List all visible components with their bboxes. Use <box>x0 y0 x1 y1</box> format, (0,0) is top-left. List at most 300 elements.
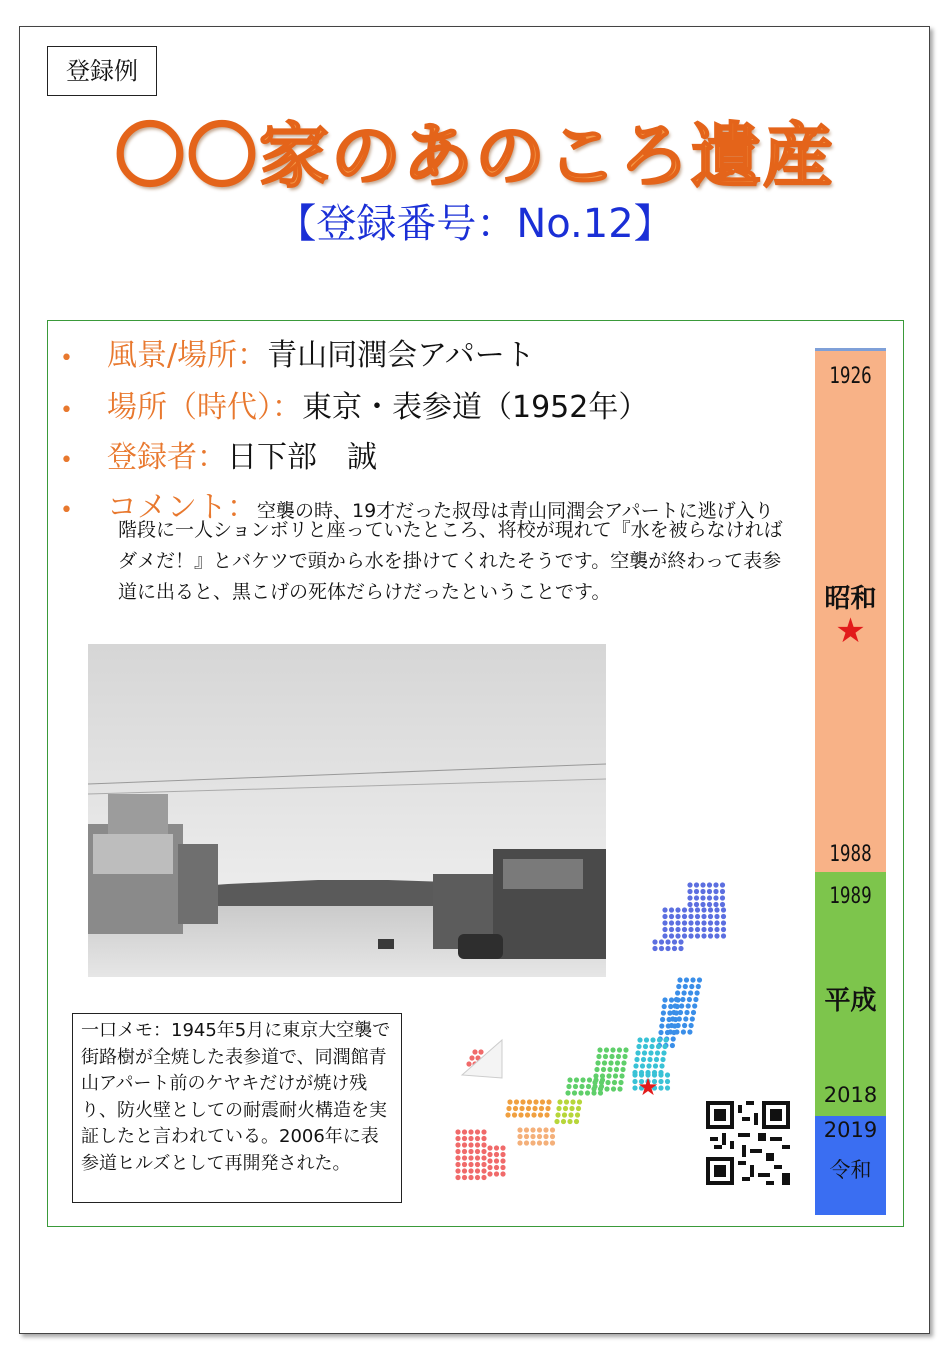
map-dot <box>500 1145 505 1150</box>
map-dot <box>675 914 680 919</box>
map-dot <box>708 907 713 912</box>
map-dot <box>659 1063 664 1068</box>
map-dot <box>621 1060 626 1065</box>
map-dot <box>635 1050 640 1055</box>
map-dot <box>641 1057 646 1062</box>
map-dot <box>667 1017 672 1022</box>
map-dot <box>527 1099 532 1104</box>
map-dot <box>708 927 713 932</box>
map-dot <box>565 1090 570 1095</box>
map-dot <box>687 1029 692 1034</box>
map-dot <box>518 1112 523 1117</box>
map-dot <box>700 889 705 894</box>
map-dot <box>701 927 706 932</box>
map-dot <box>650 1037 655 1042</box>
map-dot <box>595 1060 600 1065</box>
map-dot <box>557 1099 562 1104</box>
map-dot <box>688 907 693 912</box>
map-dot <box>475 1142 480 1147</box>
map-dot <box>669 933 674 938</box>
map-dot <box>591 1090 596 1095</box>
example-tag: 登録例 <box>47 46 157 96</box>
bullet: • <box>60 448 73 473</box>
map-dot <box>662 933 667 938</box>
map-dot <box>682 990 687 995</box>
map-dot <box>543 1134 548 1139</box>
qr-code-icon[interactable] <box>706 1101 790 1185</box>
map-dot <box>720 882 725 887</box>
comment-text: 階段に一人ションボリと座っていたところ、将校が現れて『水を被らなければダメだ！』とバケツで頭から水を掛けてくれたそうです。空襲が終わって表参道に出ると、黒こげの死体だらけだったということです。 <box>118 519 783 603</box>
map-dot <box>455 1175 460 1180</box>
map-dot <box>682 907 687 912</box>
map-dot <box>531 1112 536 1117</box>
map-dot <box>662 1044 667 1049</box>
map-dot <box>524 1127 529 1132</box>
map-dot <box>468 1168 473 1173</box>
map-dot <box>649 1044 654 1049</box>
map-dot <box>537 1134 542 1139</box>
map-dot <box>675 927 680 932</box>
map-dot <box>481 1175 486 1180</box>
map-dot <box>475 1175 480 1180</box>
map-dot <box>592 1084 597 1089</box>
map-dot <box>676 984 681 989</box>
map-dot <box>687 902 692 907</box>
map-dot <box>575 1112 580 1117</box>
map-dot <box>701 907 706 912</box>
item-era <box>60 382 648 426</box>
memo-box: 一口メモ：1945年5月に東京大空襲で街路樹が全焼した表参道で、同潤館青山アパート前のケヤキだけが焼け残り、防火壁としての耐震耐火構造を実証したと言われている。2006年に表参道ヒルズとして再開発された。 <box>72 1013 402 1203</box>
map-dot <box>680 997 685 1002</box>
map-dot <box>672 939 677 944</box>
map-dot <box>602 1060 607 1065</box>
era-marker-star-icon: ★ <box>835 611 866 651</box>
map-dot <box>681 1029 686 1034</box>
showa-end-year: 1988 <box>829 842 872 867</box>
map-dot <box>532 1106 537 1111</box>
map-dot <box>619 1073 624 1078</box>
map-dot <box>708 914 713 919</box>
map-dot <box>487 1145 492 1150</box>
showa-start-year: 1926 <box>829 364 872 389</box>
map-dot <box>586 1084 591 1089</box>
map-dot <box>605 1080 610 1085</box>
map-dot <box>675 907 680 912</box>
map-dot <box>684 977 689 982</box>
map-dot <box>603 1054 608 1059</box>
map-dot <box>568 1112 573 1117</box>
map-dot <box>543 1140 548 1145</box>
map-dot <box>671 1030 676 1035</box>
map-dot <box>689 1023 694 1028</box>
bullet: • <box>60 498 73 523</box>
map-dot <box>462 1129 467 1134</box>
map-dot <box>468 1149 473 1154</box>
map-dot <box>564 1099 569 1104</box>
map-dot <box>519 1106 524 1111</box>
map-dot <box>640 1063 645 1068</box>
map-dot <box>475 1168 480 1173</box>
map-dot <box>658 1030 663 1035</box>
map-dot <box>687 882 692 887</box>
map-dot <box>720 895 725 900</box>
map-dot <box>688 920 693 925</box>
map-dot <box>667 1010 672 1015</box>
map-dot <box>675 997 680 1002</box>
map-dot <box>695 990 700 995</box>
map-dot <box>687 889 692 894</box>
item-value: 東京・表参道（1952年） <box>302 390 649 425</box>
map-dot <box>670 1043 675 1048</box>
map-dot <box>462 1155 467 1160</box>
map-dot <box>648 1050 653 1055</box>
map-dot <box>695 907 700 912</box>
map-dot <box>517 1134 522 1139</box>
map-dot <box>462 1168 467 1173</box>
map-dot <box>606 1073 611 1078</box>
map-dot <box>660 1057 665 1062</box>
map-dot <box>693 997 698 1002</box>
map-dot <box>540 1099 545 1104</box>
map-dot <box>468 1162 473 1167</box>
map-dot <box>462 1175 467 1180</box>
map-dot <box>550 1127 555 1132</box>
map-dot <box>475 1155 480 1160</box>
map-dot <box>688 933 693 938</box>
map-dot <box>611 1086 616 1091</box>
map-dot <box>682 933 687 938</box>
map-dot <box>665 1030 670 1035</box>
map-dot <box>692 1003 697 1008</box>
map-dot <box>468 1129 473 1134</box>
reiwa-label: 令和 <box>829 1158 872 1182</box>
map-dot <box>608 1060 613 1065</box>
map-dot <box>688 914 693 919</box>
map-dot <box>695 914 700 919</box>
map-dot <box>566 1084 571 1089</box>
map-dot <box>672 1023 677 1028</box>
map-dot <box>500 1165 505 1170</box>
map-dot <box>478 1049 483 1054</box>
map-dot <box>544 1112 549 1117</box>
map-dot <box>481 1136 486 1141</box>
map-dot <box>481 1168 486 1173</box>
map-dot <box>694 889 699 894</box>
map-dot <box>530 1127 535 1132</box>
map-dot <box>567 1077 572 1082</box>
map-dot <box>669 997 674 1002</box>
map-dot <box>714 927 719 932</box>
map-dot <box>601 1067 606 1072</box>
map-dot <box>662 1004 667 1009</box>
map-dot <box>570 1099 575 1104</box>
map-dot <box>574 1119 579 1124</box>
map-dot <box>550 1134 555 1139</box>
map-dot <box>708 920 713 925</box>
map-dot <box>612 1080 617 1085</box>
map-dot <box>678 946 683 951</box>
map-dot <box>665 939 670 944</box>
map-dot <box>661 1050 666 1055</box>
map-dot <box>683 1016 688 1021</box>
map-dot <box>659 939 664 944</box>
map-dot <box>659 1023 664 1028</box>
map-dot <box>615 1060 620 1065</box>
heisei-label: 平成 <box>824 986 877 1016</box>
map-dot <box>701 920 706 925</box>
map-dot <box>585 1090 590 1095</box>
map-dot <box>721 907 726 912</box>
heisei-end-year: 2018 <box>823 1083 878 1107</box>
map-dot <box>675 933 680 938</box>
map-dot <box>687 997 692 1002</box>
map-dot <box>658 1072 663 1077</box>
map-dot <box>682 914 687 919</box>
map-dot <box>494 1145 499 1150</box>
map-dot <box>500 1158 505 1163</box>
map-dot <box>688 990 693 995</box>
map-dot <box>500 1171 505 1176</box>
map-dot <box>554 1119 559 1124</box>
map-dot <box>707 882 712 887</box>
map-dot <box>678 939 683 944</box>
page-title: 〇〇家のあのころ遺産 <box>115 115 835 197</box>
map-dot <box>658 1085 663 1090</box>
map-dot <box>562 1112 567 1117</box>
map-dot <box>618 1080 623 1085</box>
map-dot <box>537 1127 542 1132</box>
map-dot <box>637 1037 642 1042</box>
era-timeline <box>815 348 886 1215</box>
map-dot <box>567 1119 572 1124</box>
map-dot <box>714 920 719 925</box>
map-dot <box>577 1099 582 1104</box>
map-dot <box>462 1162 467 1167</box>
map-dot <box>481 1149 486 1154</box>
map-dot <box>647 1057 652 1062</box>
map-dot <box>714 914 719 919</box>
item-scenery <box>60 330 535 374</box>
map-dot <box>481 1129 486 1134</box>
map-dot <box>655 1050 660 1055</box>
map-dot <box>656 1044 661 1049</box>
map-dot <box>700 895 705 900</box>
reiwa-start-year: 2019 <box>823 1118 878 1142</box>
map-dot <box>682 920 687 925</box>
map-dot <box>494 1165 499 1170</box>
map-dot <box>695 920 700 925</box>
map-dot <box>613 1073 618 1078</box>
map-dot <box>665 1079 670 1084</box>
map-dot <box>481 1162 486 1167</box>
map-dot <box>682 1023 687 1028</box>
item-label: 場所（時代）： <box>107 390 302 425</box>
map-dot <box>687 895 692 900</box>
map-dot <box>524 1134 529 1139</box>
map-dot <box>468 1155 473 1160</box>
map-dot <box>543 1127 548 1132</box>
map-dot <box>561 1119 566 1124</box>
map-dot <box>666 1023 671 1028</box>
map-dot <box>721 914 726 919</box>
map-dot <box>598 1090 603 1095</box>
map-dot <box>662 914 667 919</box>
map-dot <box>468 1142 473 1147</box>
map-dot <box>578 1090 583 1095</box>
item-value: 日下部 誠 <box>227 440 377 475</box>
map-dot <box>475 1136 480 1141</box>
map-dot <box>572 1090 577 1095</box>
map-dot <box>694 882 699 887</box>
map-dot <box>675 990 680 995</box>
map-dot <box>675 1004 680 1009</box>
map-dot <box>644 1037 649 1042</box>
map-dot <box>524 1140 529 1145</box>
map-dot <box>707 889 712 894</box>
map-dot <box>455 1162 460 1167</box>
map-dot <box>713 882 718 887</box>
map-dot <box>505 1112 510 1117</box>
map-dot <box>677 977 682 982</box>
map-dot <box>599 1084 604 1089</box>
map-dot <box>622 1054 627 1059</box>
map-dot <box>668 1004 673 1009</box>
map-dot <box>546 1099 551 1104</box>
map-dot <box>596 1054 601 1059</box>
map-dot <box>512 1112 517 1117</box>
bullet: • <box>60 346 73 371</box>
map-dot <box>530 1140 535 1145</box>
map-dot <box>494 1152 499 1157</box>
map-dot <box>507 1099 512 1104</box>
map-dot <box>475 1129 480 1134</box>
registration-number: 【登録番号：No.12】 <box>276 201 674 247</box>
map-dot <box>614 1067 619 1072</box>
map-dot <box>707 895 712 900</box>
map-dot <box>533 1099 538 1104</box>
map-dot <box>600 1077 605 1082</box>
map-dot <box>696 984 701 989</box>
map-dot <box>658 1079 663 1084</box>
map-dot <box>665 946 670 951</box>
showa-label: 昭和 <box>824 584 877 614</box>
map-dot <box>634 1057 639 1062</box>
map-dot <box>594 1067 599 1072</box>
map-dot <box>573 1084 578 1089</box>
map-dot <box>662 907 667 912</box>
map-dot <box>697 977 702 982</box>
map-dot <box>682 927 687 932</box>
map-dot <box>520 1099 525 1104</box>
map-dot <box>642 1050 647 1055</box>
map-dot <box>690 1016 695 1021</box>
comment-first-line: 空襲の時、19才だった叔母は青山同潤会アパートに逃げ入り <box>257 500 774 522</box>
item-label: コメント： <box>107 490 257 525</box>
map-dot <box>481 1142 486 1147</box>
map-dot <box>455 1136 460 1141</box>
map-dot <box>691 1010 696 1015</box>
map-dot <box>721 920 726 925</box>
map-dot <box>580 1077 585 1082</box>
map-dot <box>653 1063 658 1068</box>
map-dot <box>455 1129 460 1134</box>
map-dot <box>587 1077 592 1082</box>
map-dot <box>455 1149 460 1154</box>
map-dot <box>669 907 674 912</box>
map-dot <box>462 1142 467 1147</box>
map-dot <box>661 1010 666 1015</box>
map-dot <box>684 1010 689 1015</box>
map-dot <box>700 882 705 887</box>
map-dot <box>469 1055 474 1060</box>
location-star-icon: ★ <box>637 1073 659 1101</box>
map-dot <box>689 984 694 989</box>
map-dot <box>713 895 718 900</box>
map-dot <box>646 1063 651 1068</box>
map-dot <box>686 1003 691 1008</box>
map-dot <box>665 1085 670 1090</box>
map-dot <box>708 933 713 938</box>
map-dot <box>633 1063 638 1068</box>
map-dot <box>623 1047 628 1052</box>
map-dot <box>569 1106 574 1111</box>
map-dot <box>604 1047 609 1052</box>
map-dot <box>607 1067 612 1072</box>
map-dot <box>468 1175 473 1180</box>
map-dot <box>530 1134 535 1139</box>
map-dot <box>713 902 718 907</box>
map-dot <box>721 933 726 938</box>
map-dot <box>675 920 680 925</box>
map-dot <box>688 927 693 932</box>
map-dot <box>539 1106 544 1111</box>
map-dot <box>513 1106 518 1111</box>
map-dot <box>679 1003 684 1008</box>
map-dot <box>556 1106 561 1111</box>
map-dot <box>714 933 719 938</box>
map-dot <box>659 946 664 951</box>
map-dot <box>475 1149 480 1154</box>
map-dot <box>694 895 699 900</box>
map-dot <box>672 946 677 951</box>
map-dot <box>525 1112 530 1117</box>
map-dot <box>669 920 674 925</box>
map-dot <box>643 1044 648 1049</box>
map-dot <box>665 1072 670 1077</box>
map-dot <box>517 1127 522 1132</box>
map-dot <box>674 1010 679 1015</box>
map-dot <box>701 914 706 919</box>
map-dot <box>462 1136 467 1141</box>
map-dot <box>526 1106 531 1111</box>
map-dot <box>714 907 719 912</box>
map-dot <box>707 902 712 907</box>
map-dot <box>494 1158 499 1163</box>
map-dot <box>537 1140 542 1145</box>
map-dot <box>555 1112 560 1117</box>
map-dot <box>481 1155 486 1160</box>
map-dot <box>487 1158 492 1163</box>
map-dot <box>455 1168 460 1173</box>
map-dot <box>514 1099 519 1104</box>
map-dot <box>669 927 674 932</box>
map-dot <box>550 1140 555 1145</box>
map-dot <box>574 1077 579 1082</box>
map-dot <box>604 1086 609 1091</box>
map-dot <box>472 1049 477 1054</box>
map-dot <box>468 1136 473 1141</box>
map-dot <box>455 1155 460 1160</box>
